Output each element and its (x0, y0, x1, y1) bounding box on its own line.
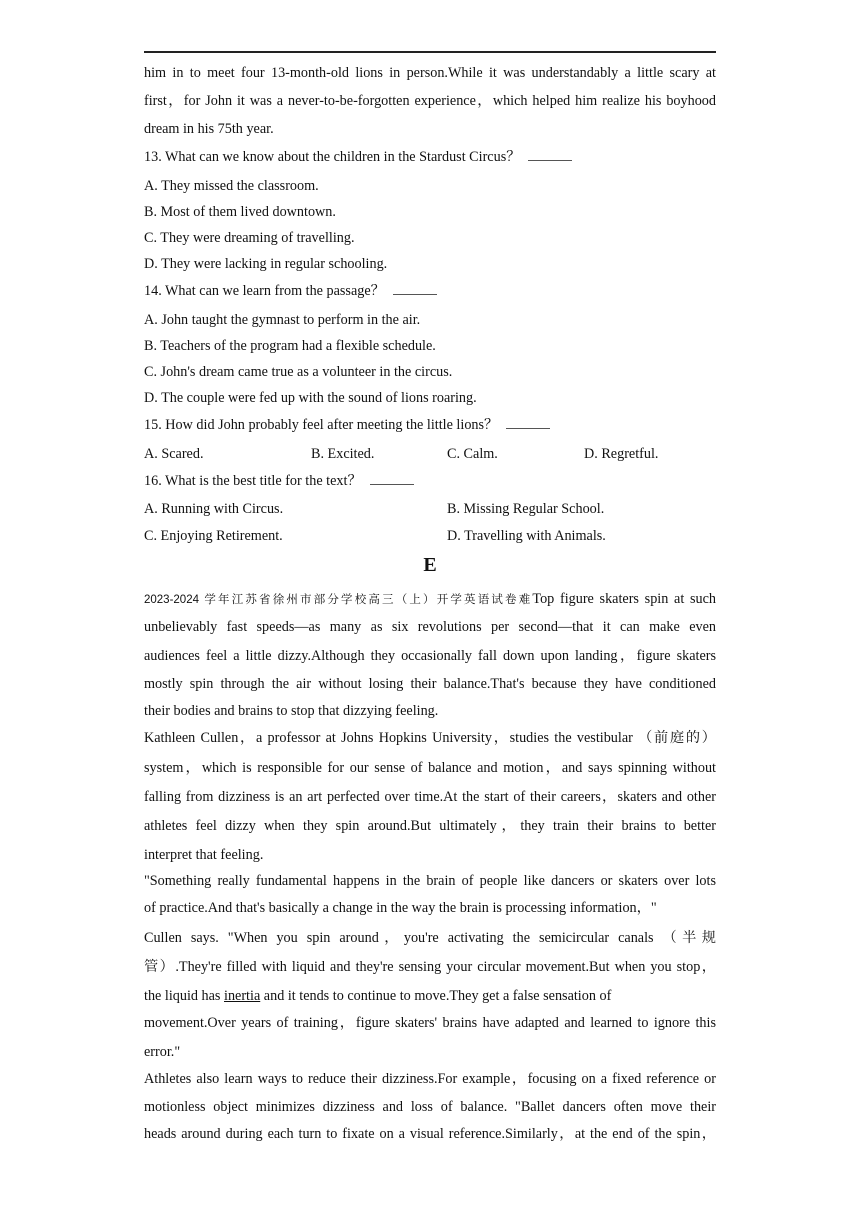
option-c[interactable]: C. Enjoying Retirement. (144, 528, 283, 544)
passage-line: interpret that feeling. (144, 847, 264, 863)
question-15 (144, 416, 716, 434)
option-a[interactable]: A. They missed the classroom. (144, 178, 319, 194)
option-d[interactable]: D. Travelling with Animals. (447, 528, 606, 544)
paragraph-line: first，for John it was a never-to-be-forgotten experience，which helped him realize his boyhood (144, 93, 716, 109)
passage-line: mostly spin through the air without losing their balance.That's because they have conditioned (144, 676, 716, 692)
question-16 (144, 472, 716, 490)
question-stem: 15. How did John probably feel after meeting the little lions？ (144, 417, 499, 433)
option-c[interactable]: C. They were dreaming of travelling. (144, 230, 355, 246)
passage-line: audiences feel a little dizzy.Although they occasionally fall down upon landing，figure skaters (144, 648, 716, 664)
passage-text: Top figure skaters spin at such (532, 591, 716, 607)
option-b[interactable]: B. Most of them lived downtown. (144, 204, 336, 220)
passage-text: the liquid has (144, 988, 224, 1004)
option-b[interactable]: B. Teachers of the program had a flexible schedule. (144, 338, 436, 354)
question-14 (144, 282, 716, 300)
passage-text: and it tends to continue to move.They get a false sensation of (260, 988, 612, 1004)
passage-line: error." (144, 1044, 181, 1060)
underlined-word: inertia (224, 988, 261, 1004)
option-a[interactable]: A. Scared. (144, 446, 204, 462)
paragraph-line: him in to meet four 13-month-old lions in person.While it was understandably a little scary at (144, 65, 716, 81)
passage-line: movement.Over years of training，figure skaters' brains have adapted and learned to ignore this (144, 1015, 716, 1031)
passage-line: Kathleen Cullen，a professor at Johns Hopkins University，studies the vestibular （前庭的） (144, 730, 716, 746)
passage-line: Athletes also learn ways to reduce their dizziness.For example，focusing on a fixed reference or (144, 1071, 716, 1087)
passage-line: "Something really fundamental happens in the brain of people like dancers or skaters over lots (144, 873, 716, 889)
passage-line (144, 987, 716, 1005)
passage-line: system，which is responsible for our sense of balance and motion，and says spinning without (144, 760, 716, 776)
passage-line: athletes feel dizzy when they spin around.But ultimately，they train their brains to better (144, 818, 716, 834)
passage-line: falling from dizziness is an art perfected over time.At the start of their careers，skaters and other (144, 789, 716, 805)
answer-blank[interactable] (506, 416, 550, 429)
passage-line (144, 590, 716, 609)
option-d[interactable]: D. They were lacking in regular schooling. (144, 256, 388, 272)
question-stem: 13. What can we know about the children in the Stardust Circus？ (144, 149, 521, 165)
top-rule (144, 51, 716, 53)
answer-blank[interactable] (528, 148, 572, 161)
answer-blank[interactable] (393, 282, 437, 295)
section-heading: E (423, 554, 437, 576)
option-d[interactable]: D. The couple were fed up with the sound of lions roaring. (144, 390, 477, 406)
question-stem: 16. What is the best title for the text？ (144, 473, 362, 489)
option-b[interactable]: B. Excited. (311, 446, 375, 462)
option-a[interactable]: A. Running with Circus. (144, 501, 284, 517)
question-13 (144, 148, 716, 166)
passage-line: Cullen says. "When you spin around，you're activating the semicircular canals （半规 (144, 930, 716, 946)
passage-line: of practice.And that's basically a change in the way the brain is processing information，" (144, 900, 657, 916)
paragraph-line: dream in his 75th year. (144, 121, 274, 137)
option-b[interactable]: B. Missing Regular School. (447, 501, 605, 517)
option-d[interactable]: D. Regretful. (584, 446, 659, 462)
option-c[interactable]: C. John's dream came true as a volunteer in the circus. (144, 364, 453, 380)
passage-line: motionless object minimizes dizziness and loss of balance. "Ballet dancers often move their (144, 1099, 716, 1115)
passage-line: unbelievably fast speeds—as many as six revolutions per second—that it can make even (144, 619, 716, 635)
option-a[interactable]: A. John taught the gymnast to perform in the air. (144, 312, 421, 328)
passage-line: their bodies and brains to stop that dizzying feeling. (144, 703, 439, 719)
passage-line: 管）.They're filled with liquid and they're sensing your circular movement.But when you stop， (144, 959, 716, 975)
source-note: 2023-2024 学年江苏省徐州市部分学校高三（上）开学英语试卷难 (144, 594, 533, 606)
passage-line: heads around during each turn to fixate on a visual reference.Similarly，at the end of the spin， (144, 1126, 716, 1142)
option-c[interactable]: C. Calm. (447, 446, 498, 462)
question-stem: 14. What can we learn from the passage？ (144, 283, 385, 299)
answer-blank[interactable] (370, 472, 414, 485)
